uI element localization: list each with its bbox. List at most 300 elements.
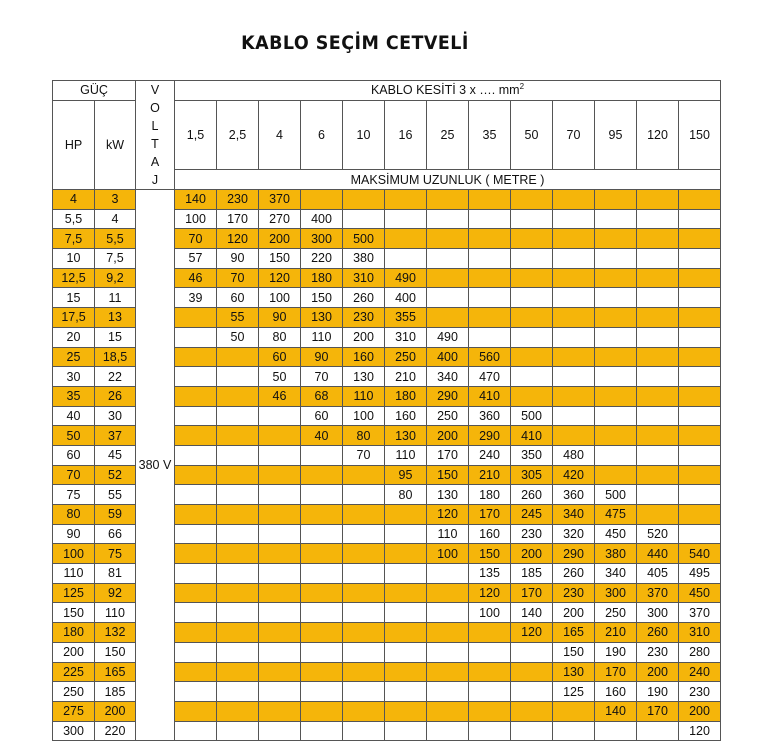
length-cell: 300 [595, 583, 637, 603]
length-cell [301, 445, 343, 465]
length-cell [427, 682, 469, 702]
length-cell: 250 [385, 347, 427, 367]
length-cell [343, 465, 385, 485]
length-cell [637, 268, 679, 288]
length-cell [511, 682, 553, 702]
length-cell [553, 701, 595, 721]
hp-cell: 275 [53, 701, 95, 721]
length-cell [175, 465, 217, 485]
length-cell [301, 701, 343, 721]
length-cell: 55 [217, 308, 259, 328]
length-cell: 310 [679, 623, 721, 643]
length-cell: 310 [385, 327, 427, 347]
length-cell: 100 [427, 544, 469, 564]
length-cell [637, 288, 679, 308]
length-cell [469, 721, 511, 741]
length-cell: 260 [553, 564, 595, 584]
length-cell: 100 [469, 603, 511, 623]
kw-cell: 9,2 [95, 268, 136, 288]
length-cell [175, 544, 217, 564]
length-cell [595, 327, 637, 347]
length-cell: 230 [679, 682, 721, 702]
length-cell: 200 [637, 662, 679, 682]
length-cell [511, 662, 553, 682]
length-cell [637, 327, 679, 347]
length-cell [259, 465, 301, 485]
length-cell [175, 485, 217, 505]
length-cell [343, 485, 385, 505]
length-cell [217, 701, 259, 721]
length-cell: 340 [553, 505, 595, 525]
hp-cell: 180 [53, 623, 95, 643]
length-cell: 260 [637, 623, 679, 643]
length-cell [385, 249, 427, 269]
length-cell [301, 190, 343, 210]
length-cell [637, 347, 679, 367]
length-cell [385, 642, 427, 662]
length-cell [553, 190, 595, 210]
length-cell: 130 [427, 485, 469, 505]
length-cell [553, 721, 595, 741]
page-title: KABLO SEÇİM CETVELİ [241, 32, 469, 54]
length-cell: 260 [511, 485, 553, 505]
length-cell [259, 485, 301, 505]
length-cell [217, 445, 259, 465]
length-cell [175, 603, 217, 623]
kw-cell: 66 [95, 524, 136, 544]
length-cell: 150 [259, 249, 301, 269]
length-cell [427, 583, 469, 603]
length-cell: 210 [385, 367, 427, 387]
length-cell: 170 [595, 662, 637, 682]
length-cell: 245 [511, 505, 553, 525]
length-cell [679, 367, 721, 387]
length-cell [385, 682, 427, 702]
length-cell [427, 642, 469, 662]
hp-cell: 300 [53, 721, 95, 741]
length-cell [637, 445, 679, 465]
length-cell: 490 [427, 327, 469, 347]
length-cell [385, 603, 427, 623]
length-cell [511, 209, 553, 229]
length-cell: 200 [553, 603, 595, 623]
length-cell: 57 [175, 249, 217, 269]
kw-header: kW [95, 100, 136, 189]
length-cell [259, 544, 301, 564]
length-cell [637, 249, 679, 269]
length-cell [595, 721, 637, 741]
length-cell: 90 [259, 308, 301, 328]
length-cell [511, 308, 553, 328]
length-cell: 380 [343, 249, 385, 269]
length-cell [301, 544, 343, 564]
length-cell [595, 445, 637, 465]
length-cell [595, 268, 637, 288]
length-cell [427, 721, 469, 741]
length-cell [385, 721, 427, 741]
length-cell: 210 [469, 465, 511, 485]
length-cell [511, 642, 553, 662]
length-cell: 220 [301, 249, 343, 269]
length-cell [679, 524, 721, 544]
length-cell [301, 465, 343, 485]
length-cell [679, 386, 721, 406]
length-cell [385, 564, 427, 584]
hp-cell: 80 [53, 505, 95, 525]
length-cell: 170 [637, 701, 679, 721]
kw-cell: 22 [95, 367, 136, 387]
length-cell: 150 [469, 544, 511, 564]
length-cell: 60 [259, 347, 301, 367]
length-cell [259, 505, 301, 525]
length-cell: 180 [301, 268, 343, 288]
length-cell: 130 [343, 367, 385, 387]
length-cell: 360 [553, 485, 595, 505]
length-cell: 170 [427, 445, 469, 465]
length-cell [175, 721, 217, 741]
length-cell [427, 190, 469, 210]
length-cell [595, 465, 637, 485]
length-cell: 80 [259, 327, 301, 347]
length-cell [469, 229, 511, 249]
length-cell: 260 [343, 288, 385, 308]
length-cell: 130 [553, 662, 595, 682]
length-cell [679, 426, 721, 446]
length-cell [595, 406, 637, 426]
length-cell [427, 288, 469, 308]
length-cell: 520 [637, 524, 679, 544]
length-cell [553, 386, 595, 406]
length-cell: 150 [427, 465, 469, 485]
length-cell [343, 721, 385, 741]
length-cell: 46 [175, 268, 217, 288]
length-cell [679, 505, 721, 525]
length-cell: 120 [217, 229, 259, 249]
length-cell [343, 190, 385, 210]
length-cell [175, 367, 217, 387]
length-cell: 450 [595, 524, 637, 544]
hp-cell: 100 [53, 544, 95, 564]
length-cell [595, 367, 637, 387]
hp-cell: 110 [53, 564, 95, 584]
length-cell [385, 190, 427, 210]
length-cell [637, 426, 679, 446]
length-cell [679, 308, 721, 328]
section-header: 4 [259, 100, 301, 170]
voltaj-letter: A [150, 155, 160, 169]
length-cell [679, 209, 721, 229]
hp-cell: 15 [53, 288, 95, 308]
hp-cell: 250 [53, 682, 95, 702]
length-cell [637, 229, 679, 249]
length-cell [175, 505, 217, 525]
length-cell [679, 347, 721, 367]
section-header: 150 [679, 100, 721, 170]
length-cell: 120 [469, 583, 511, 603]
kw-cell: 220 [95, 721, 136, 741]
voltaj-letter: L [151, 119, 159, 133]
hp-cell: 225 [53, 662, 95, 682]
length-cell [301, 583, 343, 603]
length-cell: 350 [511, 445, 553, 465]
length-cell [175, 445, 217, 465]
length-cell: 39 [175, 288, 217, 308]
hp-cell: 70 [53, 465, 95, 485]
length-cell [637, 209, 679, 229]
length-cell [553, 249, 595, 269]
length-cell: 370 [679, 603, 721, 623]
hp-cell: 12,5 [53, 268, 95, 288]
length-cell [259, 564, 301, 584]
length-cell: 160 [469, 524, 511, 544]
hp-cell: 60 [53, 445, 95, 465]
length-cell [217, 524, 259, 544]
length-cell [469, 662, 511, 682]
kw-cell: 92 [95, 583, 136, 603]
section-header: 2,5 [217, 100, 259, 170]
length-cell [469, 308, 511, 328]
length-cell [175, 386, 217, 406]
length-cell: 150 [301, 288, 343, 308]
length-cell: 68 [301, 386, 343, 406]
length-cell [385, 524, 427, 544]
length-cell: 405 [637, 564, 679, 584]
length-cell [175, 583, 217, 603]
length-cell [595, 229, 637, 249]
length-cell [511, 249, 553, 269]
hp-cell: 10 [53, 249, 95, 269]
length-cell [469, 249, 511, 269]
kw-cell: 200 [95, 701, 136, 721]
length-cell [301, 524, 343, 544]
length-cell: 170 [511, 583, 553, 603]
hp-cell: 150 [53, 603, 95, 623]
kw-cell: 45 [95, 445, 136, 465]
kw-cell: 185 [95, 682, 136, 702]
length-cell [595, 426, 637, 446]
length-cell: 130 [385, 426, 427, 446]
length-cell [385, 583, 427, 603]
length-cell [343, 505, 385, 525]
length-cell: 290 [427, 386, 469, 406]
length-cell [553, 308, 595, 328]
length-cell: 500 [595, 485, 637, 505]
length-cell: 560 [469, 347, 511, 367]
length-cell [595, 209, 637, 229]
length-cell [511, 721, 553, 741]
kw-cell: 132 [95, 623, 136, 643]
length-cell [343, 583, 385, 603]
length-cell: 500 [511, 406, 553, 426]
length-cell: 70 [301, 367, 343, 387]
voltage-cell: 380 V [136, 190, 175, 741]
length-cell: 400 [301, 209, 343, 229]
length-cell: 140 [595, 701, 637, 721]
length-cell [175, 564, 217, 584]
length-cell [301, 603, 343, 623]
length-cell [553, 367, 595, 387]
length-cell [553, 209, 595, 229]
length-cell [595, 190, 637, 210]
length-cell [259, 701, 301, 721]
length-cell [637, 721, 679, 741]
kw-cell: 4 [95, 209, 136, 229]
length-cell: 180 [385, 386, 427, 406]
length-cell: 46 [259, 386, 301, 406]
length-cell [175, 406, 217, 426]
length-cell [553, 347, 595, 367]
length-cell [553, 229, 595, 249]
length-cell: 160 [343, 347, 385, 367]
length-cell: 120 [259, 268, 301, 288]
section-header: 35 [469, 100, 511, 170]
length-cell: 110 [301, 327, 343, 347]
length-cell [259, 406, 301, 426]
length-cell [175, 623, 217, 643]
length-cell [595, 347, 637, 367]
kw-cell: 11 [95, 288, 136, 308]
length-cell: 140 [175, 190, 217, 210]
length-cell: 490 [385, 268, 427, 288]
length-cell: 70 [175, 229, 217, 249]
length-cell [217, 465, 259, 485]
length-cell [637, 485, 679, 505]
length-cell [385, 544, 427, 564]
length-cell: 40 [301, 426, 343, 446]
length-cell [469, 682, 511, 702]
length-cell [175, 701, 217, 721]
length-cell [511, 386, 553, 406]
length-cell [259, 524, 301, 544]
length-cell: 110 [385, 445, 427, 465]
kesit-header [175, 81, 721, 101]
header-row-1 [53, 81, 721, 101]
length-cell [469, 288, 511, 308]
hp-cell: 17,5 [53, 308, 95, 328]
length-cell [175, 524, 217, 544]
length-cell: 450 [679, 583, 721, 603]
length-cell [343, 682, 385, 702]
length-cell [637, 190, 679, 210]
kw-cell: 75 [95, 544, 136, 564]
length-cell [469, 190, 511, 210]
length-cell: 290 [469, 426, 511, 446]
length-cell: 50 [259, 367, 301, 387]
hp-cell: 125 [53, 583, 95, 603]
length-cell: 200 [427, 426, 469, 446]
hp-cell: 4 [53, 190, 95, 210]
length-cell [469, 209, 511, 229]
length-cell [469, 268, 511, 288]
length-cell: 120 [511, 623, 553, 643]
length-cell: 135 [469, 564, 511, 584]
kw-cell: 59 [95, 505, 136, 525]
voltaj-letter: O [150, 101, 160, 115]
length-cell [511, 327, 553, 347]
hp-cell: 50 [53, 426, 95, 446]
length-cell: 250 [595, 603, 637, 623]
length-cell: 440 [637, 544, 679, 564]
kw-cell: 150 [95, 642, 136, 662]
length-cell [553, 327, 595, 347]
kesit-label: KABLO KESİTİ 3 x …. mm [370, 83, 520, 98]
length-cell [217, 682, 259, 702]
length-cell [637, 386, 679, 406]
length-cell: 140 [511, 603, 553, 623]
length-cell: 380 [595, 544, 637, 564]
hp-cell: 25 [53, 347, 95, 367]
length-cell: 305 [511, 465, 553, 485]
kw-cell: 18,5 [95, 347, 136, 367]
length-cell [175, 682, 217, 702]
length-cell: 230 [343, 308, 385, 328]
kw-cell: 13 [95, 308, 136, 328]
length-cell [679, 268, 721, 288]
section-header: 6 [301, 100, 343, 170]
length-cell: 100 [259, 288, 301, 308]
length-cell [217, 426, 259, 446]
length-cell: 310 [343, 268, 385, 288]
length-cell [511, 229, 553, 249]
hp-header: HP [53, 100, 95, 189]
length-cell [385, 662, 427, 682]
length-cell [217, 347, 259, 367]
length-cell: 370 [259, 190, 301, 210]
hp-cell: 75 [53, 485, 95, 505]
length-cell [343, 623, 385, 643]
length-cell [301, 642, 343, 662]
length-cell [637, 367, 679, 387]
length-cell [217, 583, 259, 603]
length-cell [217, 603, 259, 623]
length-cell [511, 268, 553, 288]
length-cell [259, 662, 301, 682]
length-cell [469, 701, 511, 721]
length-cell [217, 544, 259, 564]
length-cell [259, 682, 301, 702]
section-header: 95 [595, 100, 637, 170]
section-header: 1,5 [175, 100, 217, 170]
length-cell [511, 347, 553, 367]
section-header: 16 [385, 100, 427, 170]
length-cell: 230 [637, 642, 679, 662]
length-cell: 185 [511, 564, 553, 584]
kw-cell: 165 [95, 662, 136, 682]
kw-cell: 3 [95, 190, 136, 210]
length-cell [343, 642, 385, 662]
length-cell [427, 701, 469, 721]
length-cell [385, 623, 427, 643]
length-cell: 270 [259, 209, 301, 229]
section-header: 120 [637, 100, 679, 170]
length-cell [679, 485, 721, 505]
length-cell [637, 465, 679, 485]
length-cell [259, 721, 301, 741]
length-cell: 200 [511, 544, 553, 564]
length-cell: 300 [637, 603, 679, 623]
length-cell: 400 [385, 288, 427, 308]
length-cell: 340 [427, 367, 469, 387]
length-cell [217, 642, 259, 662]
length-cell [343, 662, 385, 682]
length-cell: 110 [343, 386, 385, 406]
length-cell: 480 [553, 445, 595, 465]
length-cell [217, 564, 259, 584]
length-cell: 50 [217, 327, 259, 347]
length-cell: 200 [343, 327, 385, 347]
length-cell: 80 [385, 485, 427, 505]
section-header: 70 [553, 100, 595, 170]
